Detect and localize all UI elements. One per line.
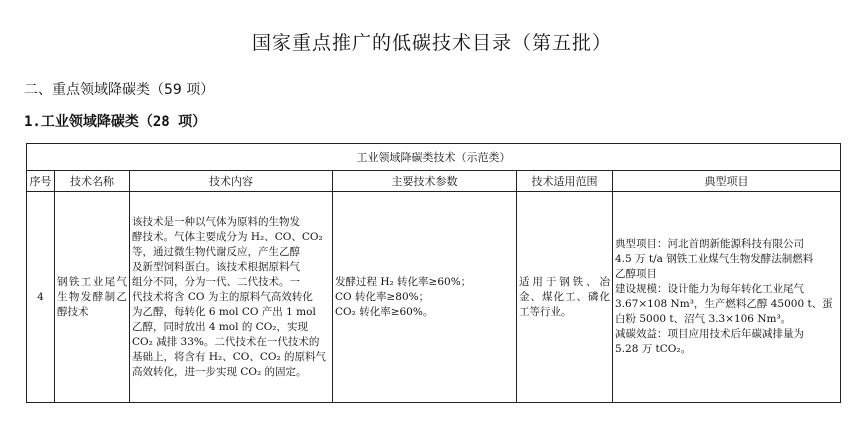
project-line: 4.5 万 t/a 钢铁工业煤气生物发酵法制燃料 <box>615 253 814 265</box>
table-header-row <box>27 171 841 192</box>
header-tech-content: 技术内容 <box>130 171 333 192</box>
project-line: 建设规模：设计能力为每年转化工业尾气 <box>615 283 804 295</box>
project-line: 5.28 万 tCO₂。 <box>615 343 692 355</box>
content-line: 代技术将含 CO 为主的原料气高效转化 <box>132 290 313 303</box>
row-number: 4 <box>27 192 55 403</box>
content-line: 乙醇，同时放出 4 mol 的 CO₂，实现 <box>132 320 309 333</box>
subsection-heading: 1.工业领域降碳类（28 项） <box>24 114 207 130</box>
table-caption: 工业领域降碳类技术（示范类） <box>27 144 841 171</box>
table-row <box>27 192 841 403</box>
header-tech-name: 技术名称 <box>55 171 130 192</box>
content-line: 高效转化，进一步实现 CO₂ 的固定。 <box>132 365 307 378</box>
parameter-line: CO 转化率≥80%； <box>335 290 430 303</box>
row-typical-project <box>613 192 841 403</box>
row-tech-name: 钢铁工业尾气生物发酵制乙醇技术 <box>55 192 130 403</box>
row-tech-content <box>130 192 333 403</box>
content-line: 等，通过微生物代谢反应，产生乙醇 <box>132 245 300 258</box>
content-line: 基础上，将含有 H₂、CO、CO₂ 的原料气 <box>132 350 327 363</box>
project-line: 减碳效益：项目应用技术后年碳减排量为 <box>615 328 804 340</box>
header-parameters: 主要技术参数 <box>333 171 517 192</box>
page-title: 国家重点推广的低碳技术目录（第五批） <box>251 32 612 54</box>
project-line: 白粉 5000 t、沼气 3.3×106 Nm³。 <box>615 313 792 325</box>
content-line: 为乙醇，每转化 6 mol CO 产出 1 mol <box>132 305 316 318</box>
header-number: 序号 <box>27 171 55 192</box>
parameter-line: CO₂ 转化率≥60%。 <box>335 305 434 318</box>
project-line: 3.67×108 Nm³，生产燃料乙醇 45000 t、蛋 <box>615 298 833 310</box>
content-line: 酵技术。气体主要成分为 H₂、CO、CO₂ <box>132 230 323 243</box>
content-line: CO₂ 减排 33%。二代技术在一代技术的 <box>132 335 320 348</box>
row-scope: 适用于钢铁、冶金、煤化工、磷化工等行业。 <box>517 192 613 403</box>
content-line: 组分不同，分为一代、二代技术。一 <box>132 275 300 288</box>
header-typical-project: 典型项目 <box>613 171 841 192</box>
project-line: 乙醇项目 <box>615 268 657 280</box>
row-parameters <box>333 192 517 403</box>
parameter-line: 发酵过程 H₂ 转化率≥60%； <box>335 275 472 288</box>
project-line: 典型项目：河北首朗新能源科技有限公司 <box>615 238 804 250</box>
content-line: 该技术是一种以气体为原料的生物发 <box>132 215 300 228</box>
content-line: 及新型饲料蛋白。该技术根据原料气 <box>132 260 300 273</box>
technology-table <box>26 143 841 403</box>
section-heading: 二、重点领域降碳类（59 项） <box>24 82 215 98</box>
header-scope: 技术适用范围 <box>517 171 613 192</box>
